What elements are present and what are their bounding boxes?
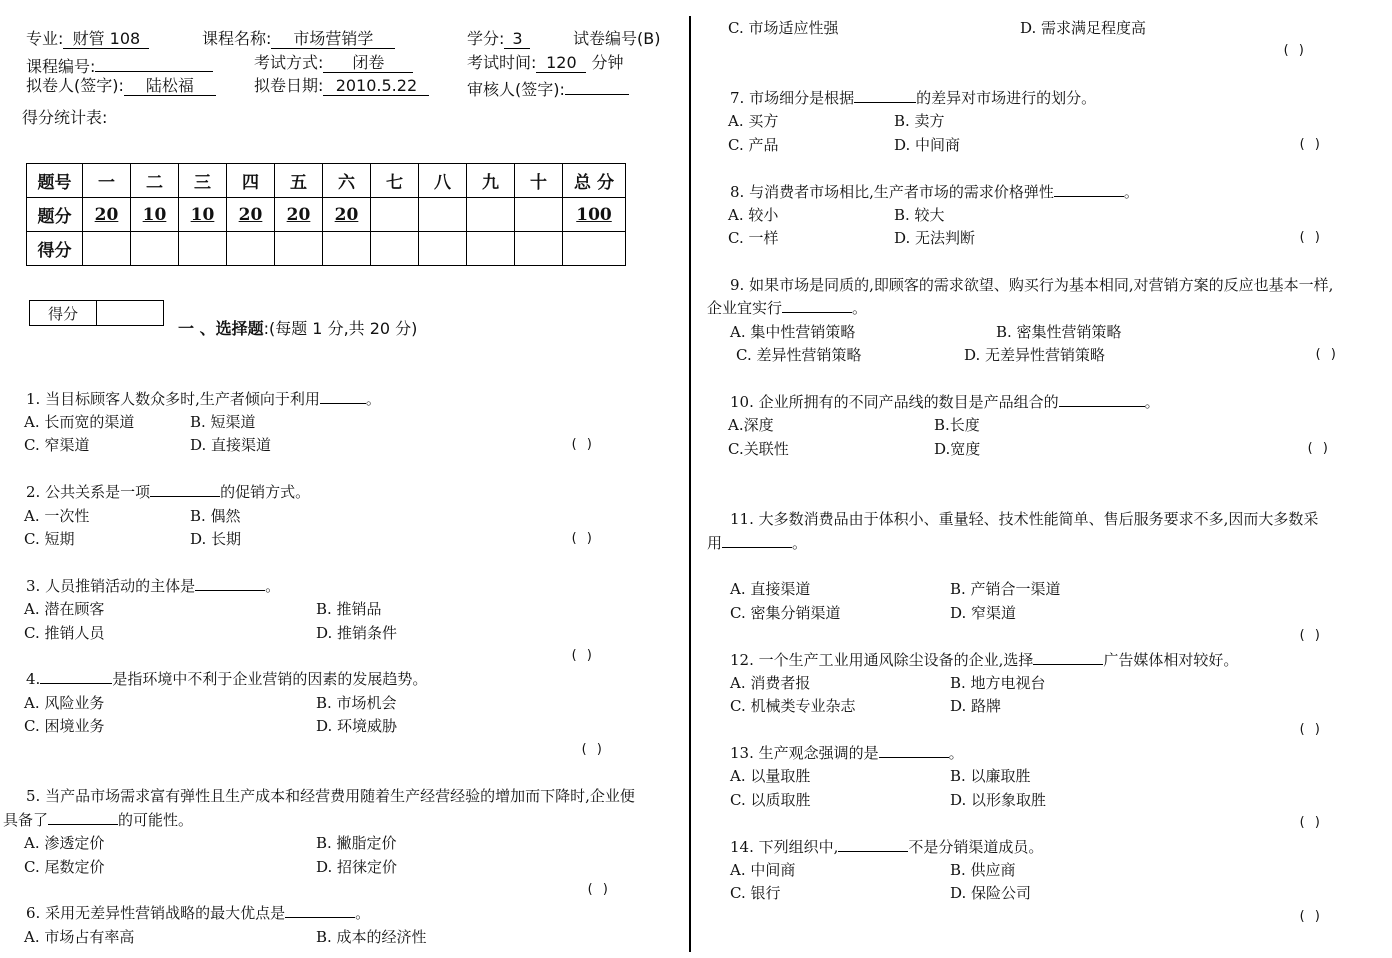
option: B. 撇脂定价 [316,834,397,852]
scored-cell[interactable] [371,232,419,266]
date-field [254,76,429,96]
scored-cell[interactable] [227,232,275,266]
scored-cell[interactable] [419,232,467,266]
reviewer-value [565,76,629,95]
option: C. 尾数定价 [24,858,105,876]
option: A. 潜在顾客 [24,600,105,618]
answer-bracket[interactable]: ( ) [1298,628,1322,643]
option: B. 密集性营销策略 [996,323,1122,341]
time-unit: 分钟 [591,53,624,72]
answer-blank [150,482,220,497]
option: B. 地方电视台 [950,674,1046,692]
major-value: 财管 108 [63,30,149,49]
scored-cell[interactable] [131,232,179,266]
question-13-stem: 13. 生产观念强调的是 。 [730,744,964,762]
course-field [202,29,395,49]
points-row-label: 题分 [27,198,83,232]
time-value: 120 [536,54,586,73]
answer-bracket[interactable]: ( ) [1282,43,1306,58]
answer-blank [48,810,118,825]
score-header-cell: 九 [467,164,515,198]
option: D. 中间商 [894,136,961,154]
score-header-cell: 五 [275,164,323,198]
option: D. 窄渠道 [950,604,1017,622]
option: D. 无法判断 [894,229,976,247]
option: A. 长而宽的渠道 [24,413,135,431]
section-title-main: 一 、选择题 [178,319,264,338]
option: D. 推销条件 [316,624,398,642]
answer-bracket[interactable]: ( ) [1298,815,1322,830]
scored-row-label: 得分 [27,232,83,266]
option: C. 产品 [728,136,779,154]
date-label: 拟卷日期: [254,76,324,95]
score-header-cell: 六 [323,164,371,198]
answer-blank [1054,182,1124,197]
option: D. 需求满足程度高 [1020,19,1147,37]
option: B. 以廉取胜 [950,767,1031,785]
option: B. 卖方 [894,112,945,130]
code-value [95,53,213,72]
scored-cell[interactable] [467,232,515,266]
option: B. 市场机会 [316,694,397,712]
answer-bracket[interactable]: ( ) [570,437,594,452]
option: C.关联性 [728,440,789,458]
major-field [26,29,149,49]
question-5-stem-cont: 具备了 的可能性。 [3,811,194,829]
option: A. 消费者报 [730,674,811,692]
option: B. 供应商 [950,861,1016,879]
scored-cell[interactable] [275,232,323,266]
option: C. 密集分销渠道 [730,604,841,622]
scored-cell[interactable] [563,232,626,266]
points-cell: 20 [83,198,131,232]
option: D. 环境威胁 [316,717,398,735]
code-label: 课程编号: [26,57,96,76]
option: C. 短期 [24,530,75,548]
scored-cell[interactable] [323,232,371,266]
paper-code: 试卷编号(B) [573,29,661,48]
option: B.长度 [934,416,980,434]
option: C. 银行 [730,884,781,902]
option: A. 渗透定价 [24,834,105,852]
points-cell [371,198,419,232]
points-cell [515,198,563,232]
score-header-cell: 题号 [27,164,83,198]
left-column [0,0,688,958]
question-2-stem: 2. 公共关系是一项 的促销方式。 [26,483,311,501]
question-12-stem: 12. 一个生产工业用通风除尘设备的企业,选择 广告媒体相对较好。 [730,651,1239,669]
question-10-stem: 10. 企业所拥有的不同产品线的数目是产品组合的 。 [730,393,1160,411]
time-label: 考试时间: [467,53,537,72]
question-3-stem: 3. 人员推销活动的主体是 。 [26,577,281,595]
points-cell: 10 [179,198,227,232]
option: D. 招徕定价 [316,858,398,876]
option: A. 直接渠道 [730,580,811,598]
section-title [178,319,417,339]
major-label: 专业: [26,29,64,48]
score-header-cell: 一 [83,164,131,198]
option: C. 机械类专业杂志 [730,697,856,715]
score-table-header-row [27,164,626,198]
option: A. 集中性营销策略 [730,323,856,341]
option: D. 路牌 [950,697,1002,715]
answer-bracket[interactable]: ( ) [570,648,594,663]
points-cell: 10 [131,198,179,232]
option: D. 以形象取胜 [950,791,1047,809]
column-divider [689,16,691,952]
option: D. 直接渠道 [190,436,272,454]
points-total-cell: 100 [563,198,626,232]
scored-cell[interactable] [179,232,227,266]
question-8-stem: 8. 与消费者市场相比,生产者市场的需求价格弹性 。 [730,183,1139,201]
score-table [26,163,626,266]
answer-blank [195,576,265,591]
question-7-stem: 7. 市场细分是根据 的差异对市场进行的划分。 [730,89,1097,107]
author-value: 陆松福 [124,77,216,96]
reviewer-label: 审核人(签字): [467,80,565,99]
answer-blank [1033,650,1103,665]
option: C. 窄渠道 [24,436,90,454]
option: B. 产销合一渠道 [950,580,1061,598]
method-label: 考试方式: [254,53,324,72]
score-header-cell: 七 [371,164,419,198]
option: B. 成本的经济性 [316,928,427,946]
answer-bracket[interactable]: ( ) [570,531,594,546]
answer-bracket[interactable]: ( ) [1314,347,1338,362]
option: C. 困境业务 [24,717,105,735]
option: B. 推销品 [316,600,382,618]
answer-blank [838,837,908,852]
score-table-points-row [27,198,626,232]
option: B. 短渠道 [190,413,256,431]
author-field [26,76,216,96]
answer-blank [320,389,366,404]
score-header-cell: 二 [131,164,179,198]
credit-label: 学分: [467,29,505,48]
option: A. 市场占有率高 [24,928,135,946]
section-score-box [29,300,164,326]
option: A. 较小 [728,206,779,224]
option: A.深度 [728,416,774,434]
answer-bracket[interactable]: ( ) [1298,909,1322,924]
answer-blank [40,669,112,684]
option: C. 差异性营销策略 [736,346,862,364]
score-header-cell: 八 [419,164,467,198]
date-value: 2010.5.22 [323,77,429,96]
answer-blank [722,533,792,548]
answer-blank [854,88,916,103]
points-cell [467,198,515,232]
option: C. 市场适应性强 [728,19,839,37]
right-column [694,0,1392,958]
answer-bracket[interactable]: ( ) [580,742,604,757]
option: A. 一次性 [24,507,90,525]
option: D. 保险公司 [950,884,1032,902]
answer-bracket[interactable]: ( ) [1298,722,1322,737]
option: A. 风险业务 [24,694,105,712]
method-field [254,53,413,73]
score-table-scored-row [27,232,626,266]
answer-bracket[interactable]: ( ) [1306,441,1330,456]
option: C. 以质取胜 [730,791,811,809]
option: A. 买方 [728,112,779,130]
question-6-stem: 6. 采用无差异性营销战略的最大优点是 。 [26,904,371,922]
question-4-stem: 4. 是指环境中不利于企业营销的因素的发展趋势。 [26,670,428,688]
score-header-cell: 三 [179,164,227,198]
question-9-stem-cont: 企业宜实行 。 [707,299,868,317]
option: A. 以量取胜 [730,767,811,785]
course-value: 市场营销学 [271,30,395,49]
option: D. 长期 [190,530,242,548]
points-cell: 20 [227,198,275,232]
section-score-value[interactable] [97,301,164,326]
reviewer-field [467,76,629,100]
score-table-title: 得分统计表: [22,108,108,127]
answer-blank [782,298,852,313]
question-5-stem: 5. 当产品市场需求富有弹性且生产成本和经营费用随着生产经营经验的增加而下降时,企业便 [26,787,635,805]
method-value: 闭卷 [323,54,413,73]
option: C. 推销人员 [24,624,105,642]
code-field [26,53,213,77]
author-label: 拟卷人(签字): [26,76,124,95]
credit-field [467,29,530,49]
option: D.宽度 [934,440,981,458]
option: B. 较大 [894,206,945,224]
question-9-stem: 9. 如果市场是同质的,即顾客的需求欲望、购买行为基本相同,对营销方案的反应也基本一样, [730,276,1334,294]
question-14-stem: 14. 下列组织中, 不是分销渠道成员。 [730,838,1044,856]
question-11-stem: 11. 大多数消费品由于体积小、重量轻、技术性能简单、售后服务要求不多,因而大多数采 [730,510,1319,528]
points-cell: 20 [275,198,323,232]
section-score-label: 得分 [30,301,97,326]
section-title-note: :(每题 1 分,共 20 分) [263,319,418,338]
answer-bracket[interactable]: ( ) [1298,230,1322,245]
option: A. 中间商 [730,861,796,879]
question-1-stem: 1. 当目标顾客人数众多时,生产者倾向于利用 。 [26,390,381,408]
option: B. 偶然 [190,507,241,525]
scored-cell[interactable] [83,232,131,266]
course-label: 课程名称: [202,29,272,48]
answer-bracket[interactable]: ( ) [1298,137,1322,152]
answer-blank [879,743,949,758]
option: D. 无差异性营销策略 [964,346,1106,364]
score-header-cell: 四 [227,164,275,198]
answer-blank [1059,392,1145,407]
question-11-stem-cont: 用 。 [707,534,808,552]
score-header-cell: 十 [515,164,563,198]
points-cell: 20 [323,198,371,232]
time-field [467,53,624,73]
score-header-cell: 总 分 [563,164,626,198]
option: C. 一样 [728,229,779,247]
scored-cell[interactable] [515,232,563,266]
answer-blank [285,903,355,918]
credit-value: 3 [504,30,530,49]
points-cell [419,198,467,232]
answer-bracket[interactable]: ( ) [586,882,610,897]
